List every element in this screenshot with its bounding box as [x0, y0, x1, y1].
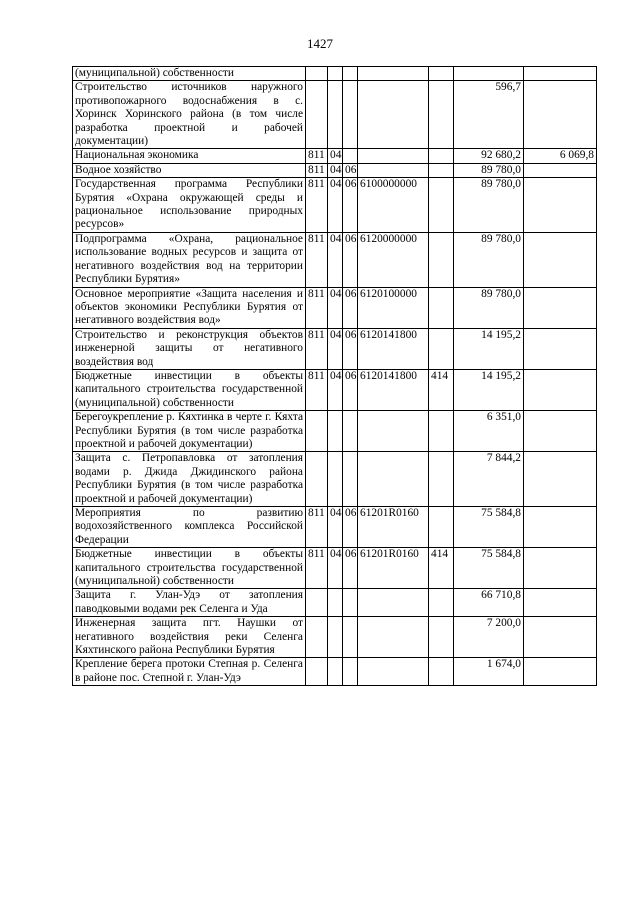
section-code-cell: 04: [328, 232, 343, 287]
row-name-cell: Мероприятия по развитию водохозяйственного комплекса Российской Федерации: [73, 507, 306, 548]
expense-type-cell: [429, 658, 454, 686]
amount-extra-cell: 6 069,8: [524, 149, 597, 163]
amount-cell: 6 351,0: [454, 411, 524, 452]
expense-type-cell: [429, 163, 454, 177]
subsection-code-cell: [343, 67, 358, 81]
section-code-cell: 04: [328, 149, 343, 163]
target-article-cell: [358, 452, 429, 507]
row-name-cell: Защита с. Петропавловка от затопления водами р. Джида Джидинского района Республики Бурятия (в том числе разработка проектной и рабочей документации): [73, 452, 306, 507]
subsection-code-cell: 06: [343, 369, 358, 410]
amount-extra-cell: [524, 67, 597, 81]
target-article-cell: [358, 617, 429, 658]
section-code-cell: [328, 411, 343, 452]
table-row: [73, 548, 597, 589]
expense-type-cell: [429, 287, 454, 328]
amount-cell: 89 780,0: [454, 287, 524, 328]
table-row: [73, 452, 597, 507]
amount-extra-cell: [524, 548, 597, 589]
table-row: [73, 232, 597, 287]
target-article-cell: 6120141800: [358, 369, 429, 410]
expense-type-cell: 414: [429, 369, 454, 410]
subsection-code-cell: [343, 149, 358, 163]
ministry-code-cell: 811: [306, 149, 328, 163]
subsection-code-cell: [343, 617, 358, 658]
expense-type-cell: [429, 507, 454, 548]
row-name-cell: Водное хозяйство: [73, 163, 306, 177]
amount-cell: 14 195,2: [454, 369, 524, 410]
table-row: [73, 369, 597, 410]
subsection-code-cell: 06: [343, 163, 358, 177]
amount-cell: 89 780,0: [454, 178, 524, 233]
target-article-cell: 61201R0160: [358, 507, 429, 548]
target-article-cell: [358, 149, 429, 163]
amount-cell: 7 844,2: [454, 452, 524, 507]
expense-type-cell: [429, 589, 454, 617]
table-row: [73, 67, 597, 81]
section-code-cell: 04: [328, 328, 343, 369]
table-row: [73, 589, 597, 617]
amount-extra-cell: [524, 589, 597, 617]
amount-extra-cell: [524, 81, 597, 149]
row-name-cell: Инженерная защита пгт. Наушки от негативного воздействия реки Селенга Кяхтинского района Республики Бурятия: [73, 617, 306, 658]
table-row: [73, 658, 597, 686]
amount-extra-cell: [524, 369, 597, 410]
ministry-code-cell: 811: [306, 287, 328, 328]
row-name-cell: Подпрограмма «Охрана, рациональное использование водных ресурсов и защита от негативного воздействия вод на территории Республики Бурятия»: [73, 232, 306, 287]
expense-type-cell: [429, 178, 454, 233]
subsection-code-cell: 06: [343, 328, 358, 369]
amount-extra-cell: [524, 411, 597, 452]
section-code-cell: [328, 589, 343, 617]
target-article-cell: [358, 81, 429, 149]
amount-cell: 14 195,2: [454, 328, 524, 369]
row-name-cell: Крепление берега протоки Степная р. Селенга в районе пос. Степной г. Улан-Удэ: [73, 658, 306, 686]
table-row: [73, 507, 597, 548]
section-code-cell: [328, 67, 343, 81]
target-article-cell: [358, 411, 429, 452]
subsection-code-cell: 06: [343, 178, 358, 233]
amount-cell: 596,7: [454, 81, 524, 149]
amount-extra-cell: [524, 163, 597, 177]
table-row: [73, 328, 597, 369]
table-row: [73, 617, 597, 658]
section-code-cell: [328, 452, 343, 507]
amount-extra-cell: [524, 178, 597, 233]
subsection-code-cell: [343, 452, 358, 507]
subsection-code-cell: [343, 658, 358, 686]
section-code-cell: 04: [328, 507, 343, 548]
amount-extra-cell: [524, 328, 597, 369]
amount-extra-cell: [524, 452, 597, 507]
expense-type-cell: 414: [429, 548, 454, 589]
section-code-cell: [328, 81, 343, 149]
amount-extra-cell: [524, 617, 597, 658]
target-article-cell: 61201R0160: [358, 548, 429, 589]
table-row: [73, 411, 597, 452]
ministry-code-cell: 811: [306, 548, 328, 589]
budget-table-body: [73, 67, 597, 686]
expense-type-cell: [429, 67, 454, 81]
subsection-code-cell: 06: [343, 548, 358, 589]
amount-cell: 66 710,8: [454, 589, 524, 617]
expense-type-cell: [429, 149, 454, 163]
section-code-cell: [328, 617, 343, 658]
target-article-cell: [358, 163, 429, 177]
row-name-cell: Бюджетные инвестиции в объекты капитального строительства государственной (муниципальной) собственности: [73, 548, 306, 589]
amount-cell: 75 584,8: [454, 507, 524, 548]
row-name-cell: Защита г. Улан-Удэ от затопления паводковыми водами рек Селенга и Уда: [73, 589, 306, 617]
ministry-code-cell: 811: [306, 232, 328, 287]
amount-extra-cell: [524, 658, 597, 686]
amount-extra-cell: [524, 507, 597, 548]
budget-table: [72, 66, 597, 686]
row-name-cell: Берегоукрепление р. Кяхтинка в черте г. Кяхта Республики Бурятия (в том числе разработка проектной и рабочей документации): [73, 411, 306, 452]
expense-type-cell: [429, 411, 454, 452]
amount-extra-cell: [524, 287, 597, 328]
ministry-code-cell: [306, 589, 328, 617]
table-row: [73, 178, 597, 233]
subsection-code-cell: 06: [343, 287, 358, 328]
row-name-cell: Основное мероприятие «Защита населения и объектов экономики Республики Бурятия от негативного воздействия вод»: [73, 287, 306, 328]
target-article-cell: [358, 589, 429, 617]
amount-cell: 1 674,0: [454, 658, 524, 686]
table-row: [73, 163, 597, 177]
section-code-cell: 04: [328, 287, 343, 328]
amount-cell: 89 780,0: [454, 163, 524, 177]
target-article-cell: 6120141800: [358, 328, 429, 369]
subsection-code-cell: 06: [343, 507, 358, 548]
target-article-cell: [358, 658, 429, 686]
row-name-cell: (муниципальной) собственности: [73, 67, 306, 81]
expense-type-cell: [429, 617, 454, 658]
ministry-code-cell: [306, 67, 328, 81]
section-code-cell: 04: [328, 369, 343, 410]
ministry-code-cell: [306, 452, 328, 507]
target-article-cell: [358, 67, 429, 81]
amount-cell: [454, 67, 524, 81]
subsection-code-cell: [343, 81, 358, 149]
amount-cell: 89 780,0: [454, 232, 524, 287]
page-number: 1427: [307, 36, 333, 51]
section-code-cell: 04: [328, 548, 343, 589]
target-article-cell: 6120100000: [358, 287, 429, 328]
ministry-code-cell: [306, 81, 328, 149]
table-row: [73, 81, 597, 149]
ministry-code-cell: [306, 411, 328, 452]
ministry-code-cell: 811: [306, 328, 328, 369]
ministry-code-cell: 811: [306, 178, 328, 233]
amount-extra-cell: [524, 232, 597, 287]
amount-cell: 92 680,2: [454, 149, 524, 163]
expense-type-cell: [429, 232, 454, 287]
ministry-code-cell: [306, 617, 328, 658]
amount-cell: 75 584,8: [454, 548, 524, 589]
table-row: [73, 287, 597, 328]
row-name-cell: Строительство и реконструкция объектов инженерной защиты от негативного воздействия вод: [73, 328, 306, 369]
table-row: [73, 149, 597, 163]
target-article-cell: 6120000000: [358, 232, 429, 287]
ministry-code-cell: 811: [306, 507, 328, 548]
ministry-code-cell: 811: [306, 369, 328, 410]
expense-type-cell: [429, 328, 454, 369]
expense-type-cell: [429, 81, 454, 149]
subsection-code-cell: [343, 589, 358, 617]
expense-type-cell: [429, 452, 454, 507]
section-code-cell: [328, 658, 343, 686]
row-name-cell: Бюджетные инвестиции в объекты капитального строительства государственной (муниципальной) собственности: [73, 369, 306, 410]
row-name-cell: Строительство источников наружного противопожарного водоснабжения в с. Хоринск Хоринского района (в том числе разработка проектной и рабочей документации): [73, 81, 306, 149]
section-code-cell: 04: [328, 163, 343, 177]
row-name-cell: Государственная программа Республики Бурятия «Охрана окружающей среды и рациональное использование природных ресурсов»: [73, 178, 306, 233]
section-code-cell: 04: [328, 178, 343, 233]
ministry-code-cell: [306, 658, 328, 686]
row-name-cell: Национальная экономика: [73, 149, 306, 163]
subsection-code-cell: 06: [343, 232, 358, 287]
target-article-cell: 6100000000: [358, 178, 429, 233]
ministry-code-cell: 811: [306, 163, 328, 177]
subsection-code-cell: [343, 411, 358, 452]
amount-cell: 7 200,0: [454, 617, 524, 658]
